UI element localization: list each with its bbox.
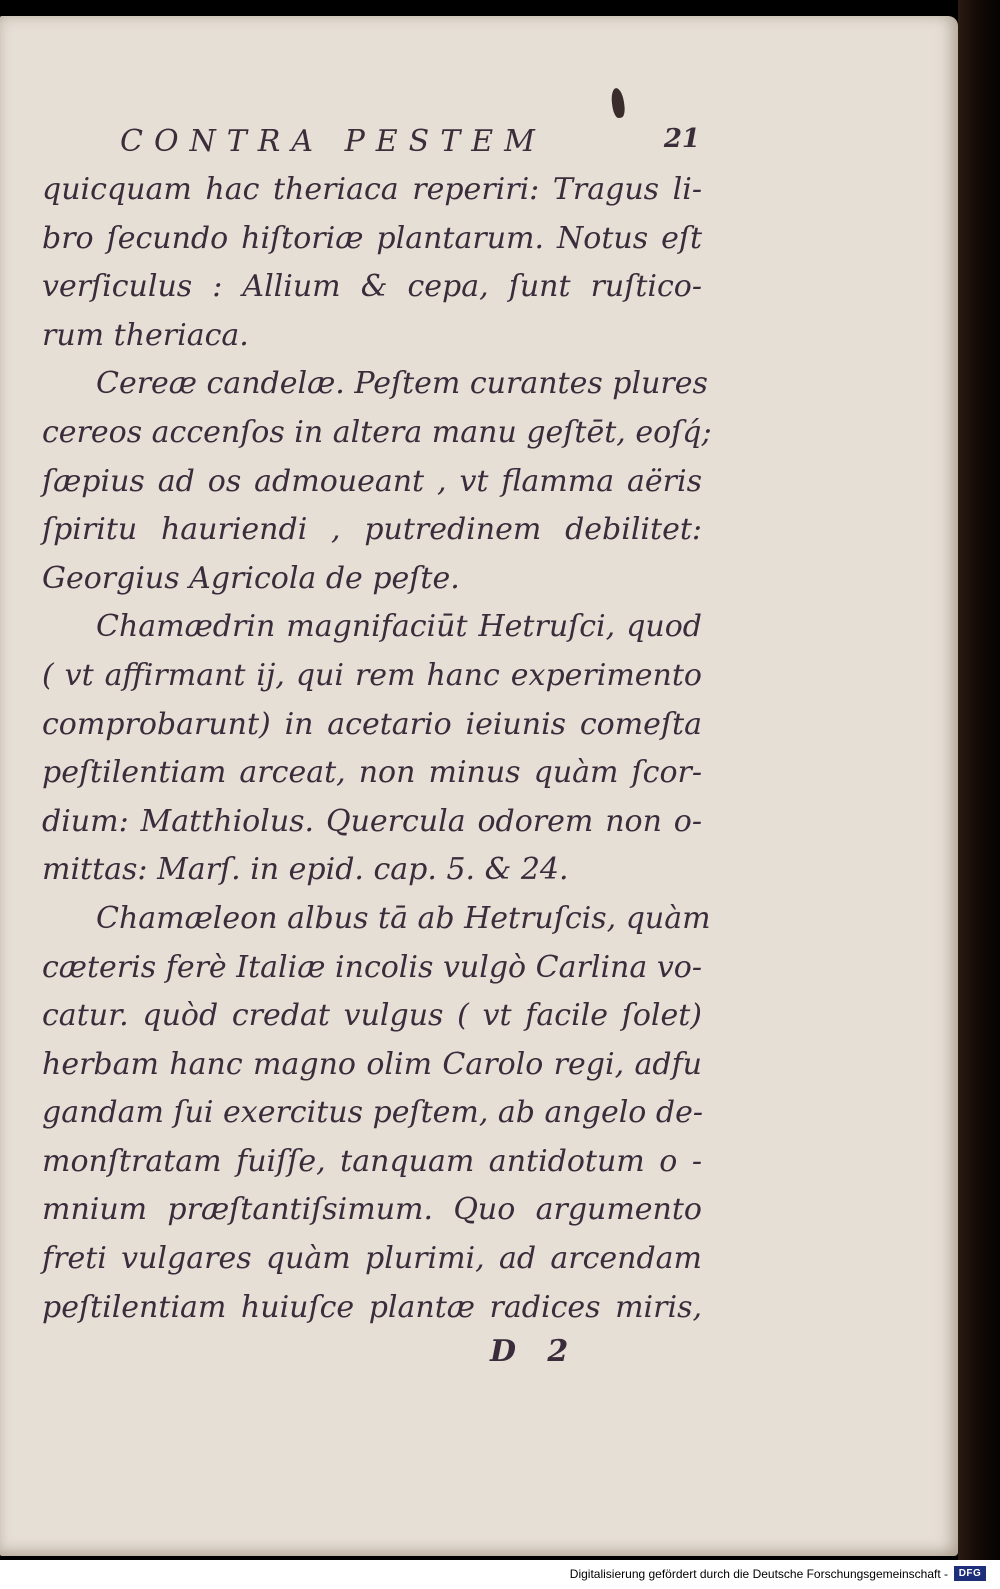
book-page: [0, 16, 958, 1556]
text-line: freti vulgares quàm plurimi, ad arcendam: [42, 1241, 702, 1277]
body-text: [42, 166, 712, 1332]
text-line: rum theriaca.: [42, 317, 249, 353]
text-line: Georgius Agricola de peſte.: [42, 560, 460, 596]
text-line: quicquam hac theriaca reperiri: Tragus li-: [42, 172, 702, 207]
text-line: monſtratam fuiſſe, tanquam antidotum o -: [42, 1143, 702, 1179]
text-line: ( vt affirmant ij, qui rem hanc experimento: [42, 657, 702, 693]
funding-credit: Digitalisierung gefördert durch die Deutsche Forschungsgemeinschaft -: [569, 1567, 948, 1581]
text-line: cæteris ferè Italiæ incolis vulgò Carlina vo-: [42, 949, 702, 985]
page-number: 21: [663, 124, 700, 154]
text-line: Chamæleon albus tā ab Hetruſcis, quàm: [96, 900, 711, 936]
text-line: ſpiritu hauriendi , putredinem debilitet:: [42, 512, 702, 548]
text-line: peſtilentiam arceat, non minus quàm ſcor-: [42, 755, 702, 791]
text-line: Chamædrin magnifaciūt Hetruſci, quod: [96, 609, 702, 645]
text-line: gandam ſui exercitus peſtem, ab angelo de-: [42, 1095, 703, 1131]
running-title: CONTRA PESTEM: [120, 124, 546, 159]
text-line: herbam hanc magno olim Carolo regi, adfu: [42, 1046, 702, 1082]
text-line: verſiculus : Allium & cepa, ſunt ruſtico-: [42, 269, 702, 305]
page-header: [120, 124, 700, 164]
text-line: ſæpius ad os admoueant , vt flamma aëris: [42, 463, 702, 499]
text-line: comprobarunt) in acetario ieiunis comeſta: [42, 706, 702, 742]
text-line: mittas: Marſ. in epid. cap. 5. & 24.: [42, 852, 569, 888]
ink-blot: [610, 87, 626, 118]
text-line: peſtilentiam huiuſce plantæ radices miris,: [42, 1289, 702, 1325]
digitization-footer: [0, 1560, 1000, 1589]
text-line: bro ſecundo hiſtoriæ plantarum. Notus eſt: [42, 220, 702, 256]
book-spine-edge: [958, 0, 1000, 1560]
text-line: mnium præſtantiſsimum. Quo argumento: [42, 1192, 702, 1228]
text-line: cereos accenſos in altera manu geſtēt, eoſq́;: [42, 414, 712, 450]
text-line: catur. quòd credat vulgus ( vt facile ſolet): [42, 998, 702, 1034]
text-line: dium: Matthiolus. Quercula odorem non o-: [42, 803, 702, 839]
dfg-logo: DFG: [954, 1566, 986, 1581]
text-line: Cereæ candelæ. Peſtem curantes plures: [96, 366, 708, 402]
signature-mark: D 2: [490, 1334, 569, 1369]
